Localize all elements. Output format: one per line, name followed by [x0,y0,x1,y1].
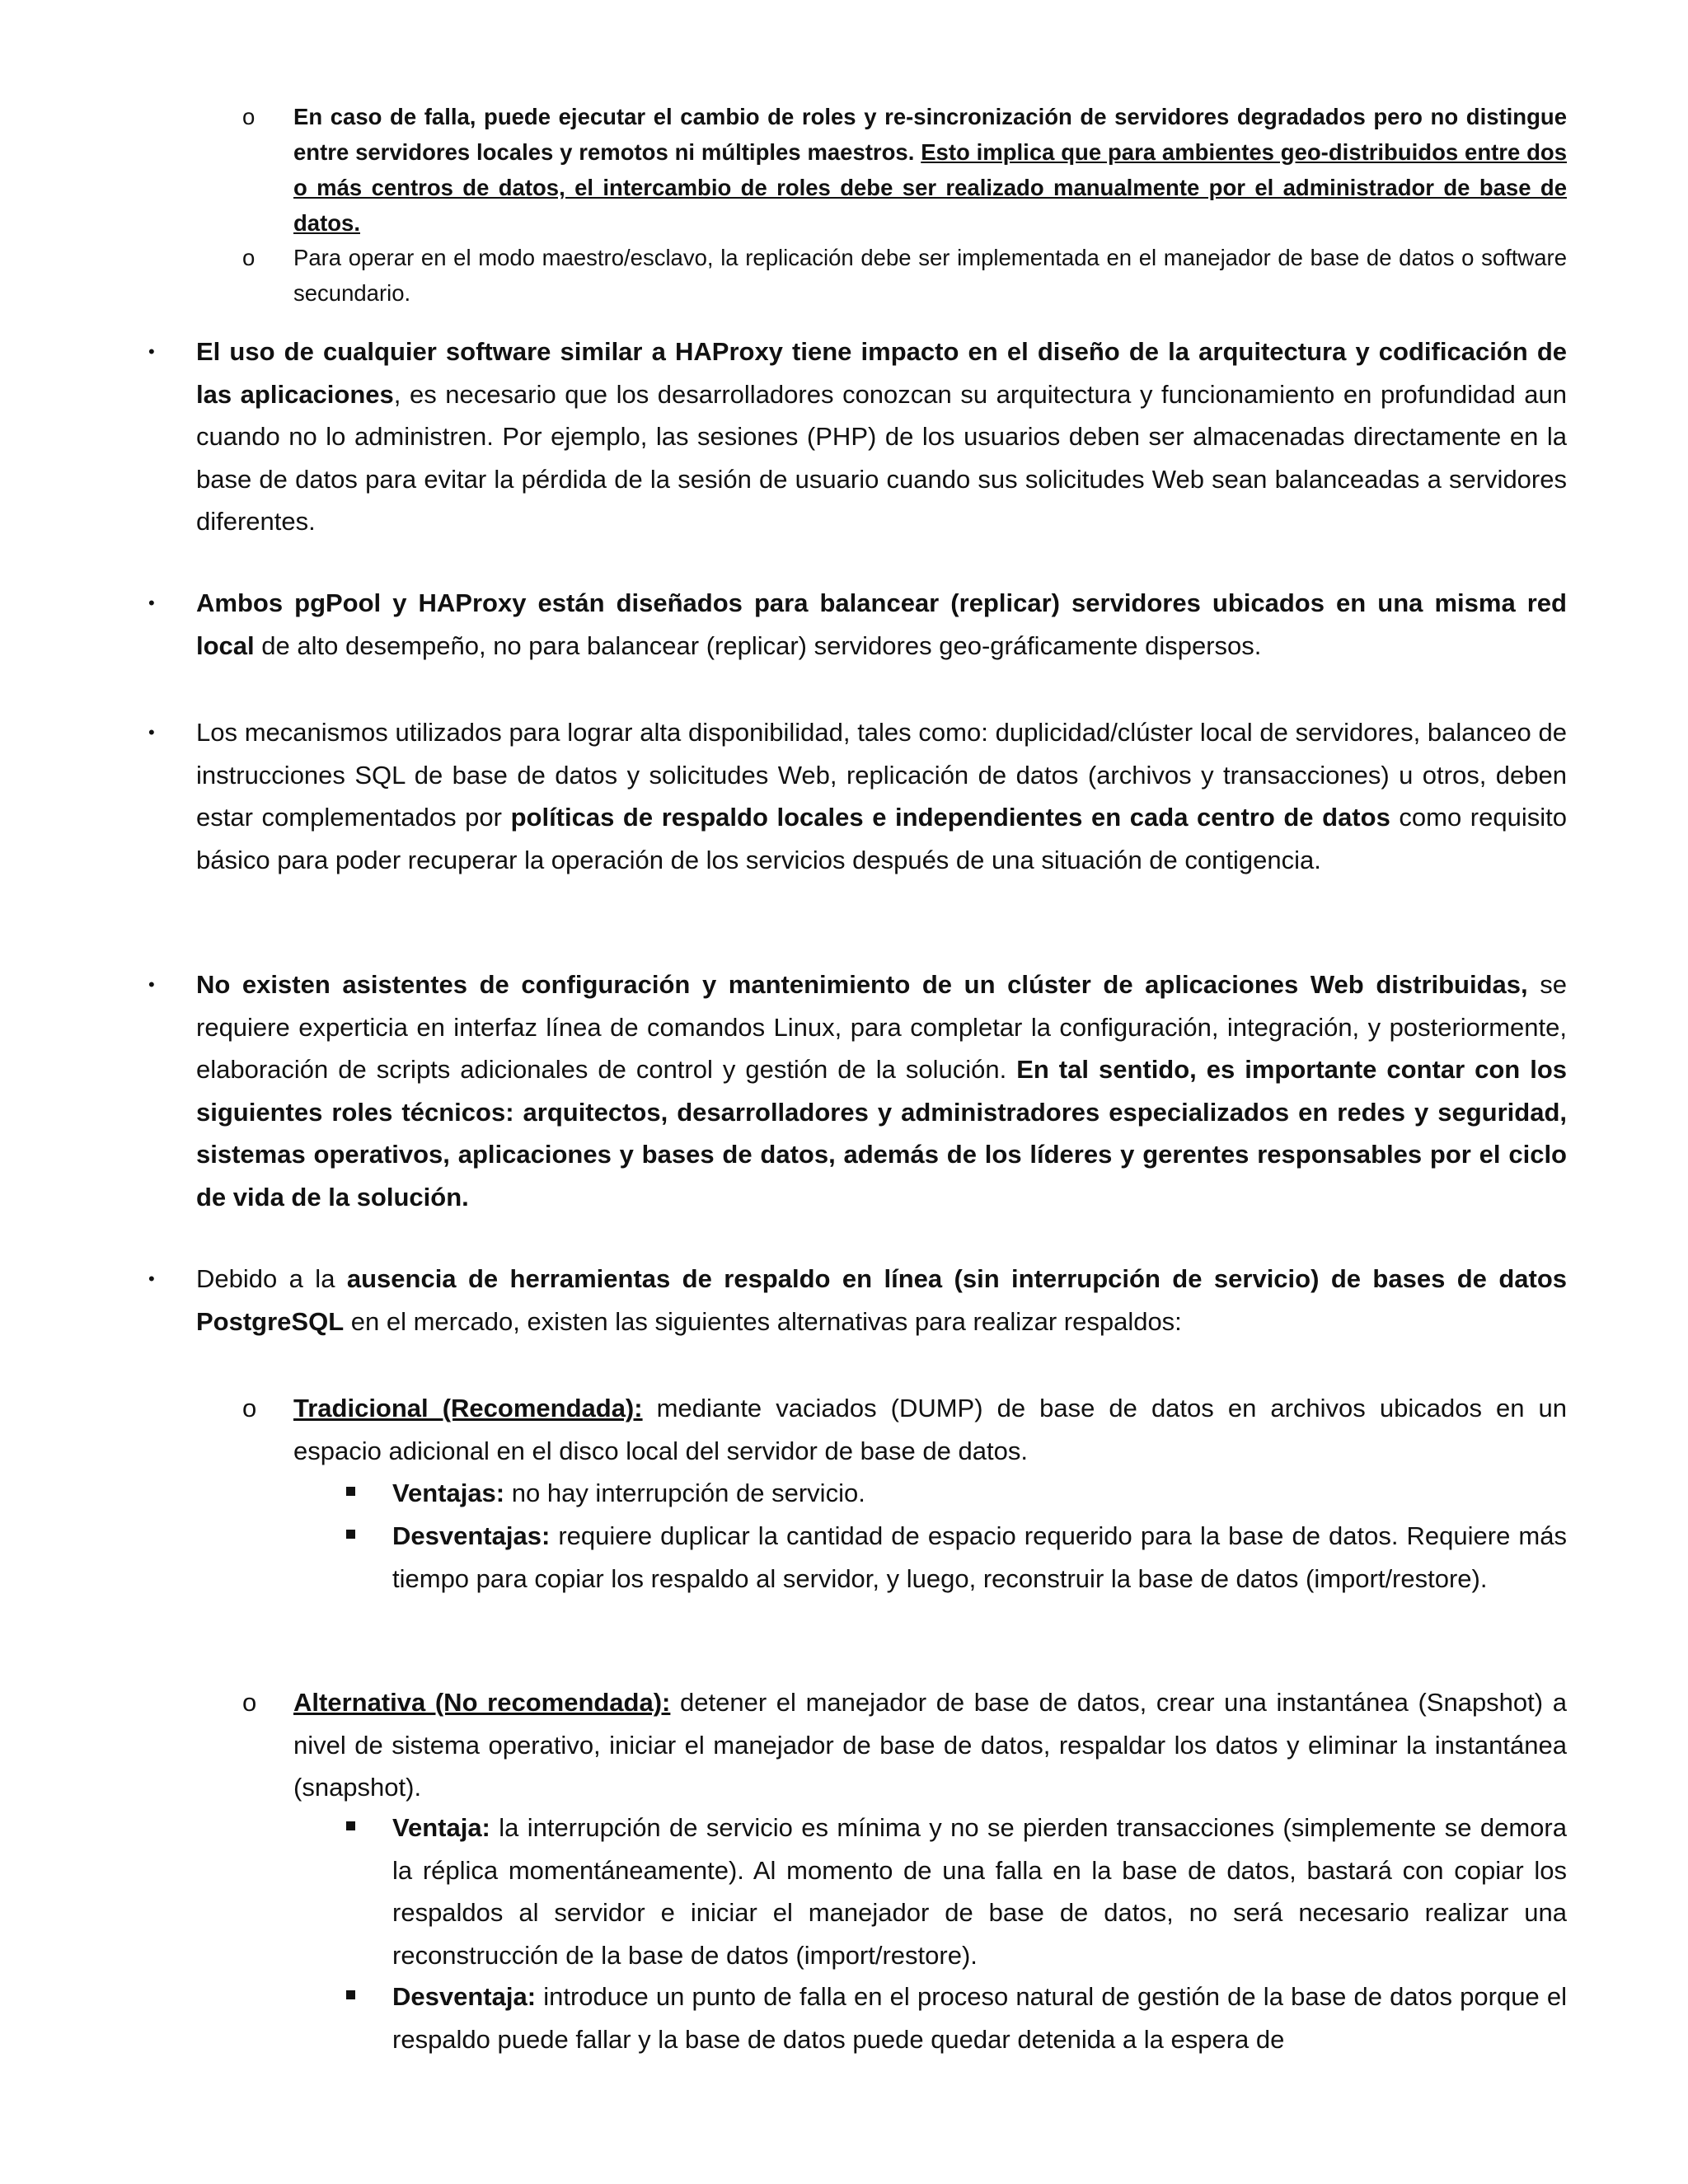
bullet-bold-text: Ambos pgPool y HAProxy están diseñados para balancear (replicar) servidores ubicados en una misma red local [196,588,1567,660]
square-bullet-icon [346,1990,355,1999]
bullet-text: como requisito básico para poder recuperar la operación de los servicios después de una situación de contigencia. [196,803,1567,874]
bullet-text: , es necesario que los desarrolladores conozcan su arquitectura y funcionamiento en profundidad aun cuando no lo administren. Por ejemplo, las sesiones (PHP) de los usuarios deben ser almacenadas directamente en la base de datos para evitar la pérdida de la sesión de usuario cuando sus solicitudes Web sean balanceadas a servidores diferentes. [196,379,1567,536]
point-ventajas [392,1472,1567,1515]
bullet-text: se requiere experticia en interfaz línea de comandos Linux, para completar la configuración, integración, y posteriormente, elaboración de scripts adicionales de control y gestión de la solución. [196,970,1567,1084]
dot-bullet-icon: • [148,341,155,362]
point-label: Desventaja: [392,1982,537,2011]
bullet-bold-text: El uso de cualquier software similar a HAProxy tiene impacto en el diseño de la arquitectura y codificación de las aplicaciones [196,337,1567,409]
circle-bullet-icon: o [242,245,256,270]
point-text: la interrupción de servicio es mínima y no se pierden transacciones (simplemente se demora la réplica momentáneamente). Al momento de una falla en la base de datos, bastará con copiar los respaldos al servidor e iniciar el manejador de base de datos, no será necesario realizar una reconstrucción de la base de datos (import/restore). [392,1813,1567,1970]
sub-item-master-slave [242,240,1567,311]
dot-bullet-icon: • [148,1268,155,1289]
bullet-pgpool-haproxy [148,582,1567,667]
alternative-desc: detener el manejador de base de datos, crear una instantánea (Snapshot) a nivel de sistema operativo, iniciar el manejador de base de datos, respaldar los datos y eliminar la instantánea (snapshot). [293,1688,1567,1802]
square-bullet-icon [346,1530,355,1539]
bullet-bold-text: ausencia de herramientas de respaldo en línea (sin interrupción de servicio) de bases de datos PostgreSQL [196,1264,1568,1336]
sub-item-failover [242,99,1567,241]
bullet-bold-text: No existen asistentes de configuración y mantenimiento de un clúster de aplicaciones Web distribuidas, [196,970,1528,999]
dot-bullet-icon: • [148,593,155,613]
bullet-text: Los mecanismos utilizados para lograr alta disponibilidad, tales como: duplicidad/clúster local de servidores, balanceo de instrucciones SQL de base de datos y solicitudes Web, replicación de datos (archivos y transacciones) u otros, deben estar complementados por [196,718,1567,832]
bullet-backup-tools [148,1258,1568,1343]
point-desventaja [392,1975,1567,2060]
point-text: requiere duplicar la cantidad de espacio requerido para la base de datos. Requiere más tiempo para copiar los respaldo al servidor, y luego, reconstruir la base de datos (import/restore). [392,1521,1567,1593]
bullet-text: Debido a la [196,1264,347,1293]
dot-bullet-icon: • [148,974,155,995]
point-label: Ventajas: [392,1479,505,1507]
point-text: no hay interrupción de servicio. [504,1479,865,1507]
bullet-bold-text-2: En tal sentido, es importante contar con los siguientes roles técnicos: arquitectos, desarrolladores y administradores especializados en redes y seguridad, sistemas operativos, aplicaciones y bases de datos, además de los líderes y gerentes responsables por el ciclo de vida de la solución. [196,1055,1568,1212]
bullet-text: de alto desempeño, no para balancear (replicar) servidores geo-gráficamente dispersos. [254,630,1262,660]
point-label: Desventajas: [392,1521,551,1550]
circle-bullet-icon: o [242,1688,257,1717]
alternative-title: Alternativa (No recomendada): [293,1688,671,1717]
bullet-text: en el mercado, existen las siguientes alternativas para realizar respaldos: [344,1306,1182,1336]
bullet-bold-text: políticas de respaldo locales e independientes en cada centro de datos [510,803,1390,832]
circle-bullet-icon: o [242,104,256,129]
sub-item-lead-text: En caso de falla, puede ejecutar el cambio de roles y re-sincronización de servidores degradados pero no distingue entre servidores locales y remotos ni múltiples maestros. [293,104,1567,165]
bullet-high-availability [148,711,1567,881]
point-label: Ventaja: [392,1813,490,1842]
bullet-no-wizards [148,963,1568,1218]
point-desventajas [392,1515,1567,1600]
point-ventaja [392,1807,1567,1976]
square-bullet-icon [346,1821,355,1830]
dot-bullet-icon: • [148,722,155,743]
point-text: introduce un punto de falla en el proceso natural de gestión de la base de datos porque el respaldo puede fallar y la base de datos puede quedar detenida a la espera de [392,1982,1567,2054]
circle-bullet-icon: o [242,1394,257,1422]
square-bullet-icon [346,1487,355,1496]
sub-item-text: Para operar en el modo maestro/esclavo, la replicación debe ser implementada en el manejador de base de datos o software secundario. [293,245,1567,306]
alternative-traditional [242,1387,1568,1472]
sub-item-underlined-text: Esto implica que para ambientes geo-distribuidos entre dos o más centros de datos, el intercambio de roles debe ser realizado manualmente por el administrador de base de datos. [293,139,1567,236]
alternative-title: Tradicional (Recomendada): [293,1394,643,1422]
alternative-desc: mediante vaciados (DUMP) de base de datos en archivos ubicados en un espacio adicional en el disco local del servidor de base de datos. [293,1394,1568,1465]
alternative-snapshot [242,1681,1567,1809]
bullet-haproxy-impact [148,330,1567,543]
